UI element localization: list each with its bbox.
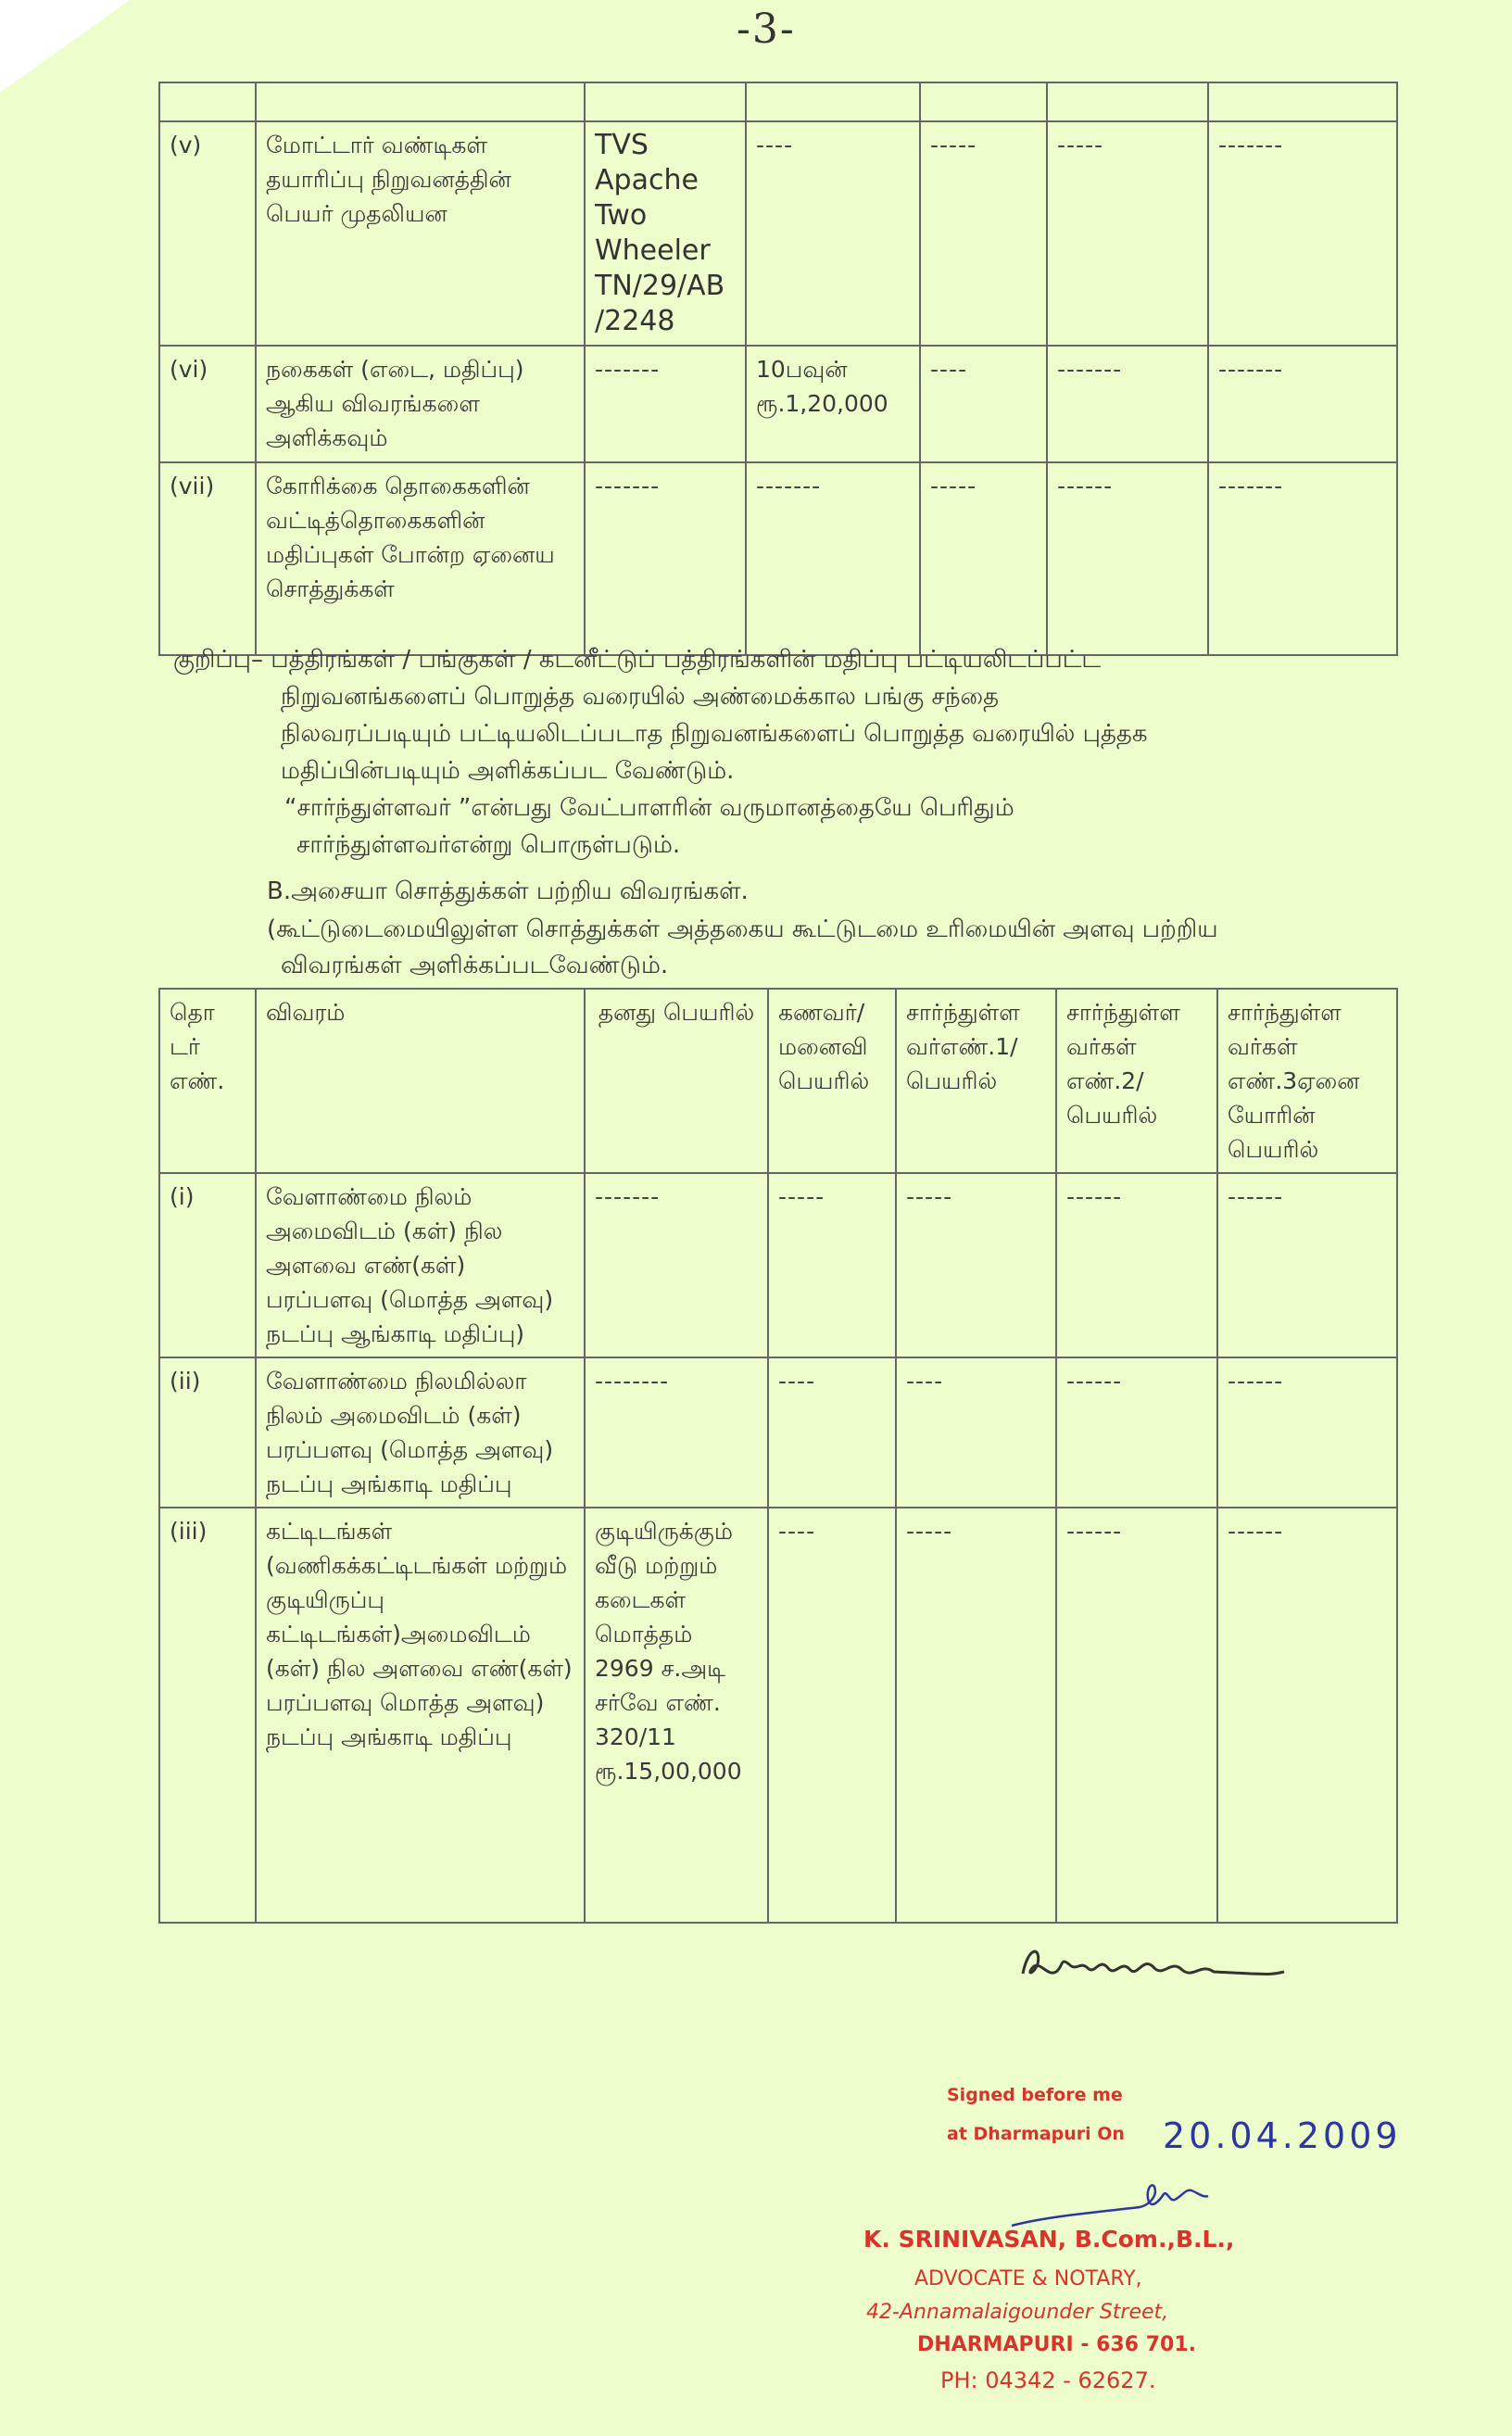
cell-dependent-2: -------: [1047, 346, 1208, 462]
cell-self: -------: [585, 346, 746, 462]
cell-dependent-3: -------: [1208, 346, 1397, 462]
notary-city: DHARMAPURI - 636 701.: [917, 2333, 1196, 2356]
cell-spouse: -----: [768, 1173, 896, 1357]
candidate-signature: [1019, 1937, 1297, 2001]
note-line: மதிப்பின்படியும் அளிக்கப்பட வேண்டும்.: [281, 757, 735, 785]
cell-dependent-2: ------: [1056, 1357, 1217, 1508]
row-number: (vii): [159, 462, 256, 655]
table-row: [159, 1508, 1397, 1923]
row-description: வேளாண்மை நிலமில்லா நிலம் அமைவிடம் (கள்) பரப்பளவு (மொத்த அளவு) நடப்பு அங்காடி மதிப்பு: [256, 1357, 585, 1508]
note-line: “சார்ந்துள்ளவர் ”என்பது வேட்பாளரின் வருமானத்தையே பெரிதும்: [284, 794, 1014, 822]
cell-spouse: ----: [768, 1357, 896, 1508]
row-description: மோட்டார் வண்டிகள் தயாரிப்பு நிறுவனத்தின் பெயர் முதலியன: [256, 121, 585, 346]
header-self: தனது பெயரில்: [585, 989, 768, 1173]
cell-self: -------: [585, 462, 746, 655]
table-row: [159, 82, 1397, 121]
table-row: [159, 1173, 1397, 1357]
cell-dependent-1: -----: [920, 462, 1047, 655]
notary-address: 42-Annamalaigounder Street,: [866, 2301, 1169, 2324]
note-line: சார்ந்துள்ளவர்என்று பொருள்படும்.: [296, 831, 681, 859]
cell-dependent-3: ------: [1217, 1357, 1397, 1508]
cell-dependent-2: ------: [1056, 1508, 1217, 1923]
section-heading: B.அசையா சொத்துக்கள் பற்றிய விவரங்கள்.: [267, 877, 749, 905]
note-line: விவரங்கள் அளிக்கப்படவேண்டும்.: [281, 952, 669, 979]
cell-self: குடியிருக்கும் வீடு மற்றும் கடைகள் மொத்தம் 2969 ச.அடி சர்வே எண். 320/11 ரூ.15,00,000: [585, 1508, 768, 1923]
cell-dependent-2: ------: [1056, 1173, 1217, 1357]
row-description: வேளாண்மை நிலம் அமைவிடம் (கள்) நில அளவை எண்(கள்) பரப்பளவு (மொத்த அளவு) நடப்பு ஆங்காடி மதிப்பு): [256, 1173, 585, 1357]
immovable-assets-table: [158, 988, 1398, 1924]
table-header-row: [159, 989, 1397, 1173]
cell-dependent-2: -----: [1047, 121, 1208, 346]
table-row: [159, 1357, 1397, 1508]
row-description: கட்டிடங்கள் (வணிகக்கட்டிடங்கள் மற்றும் குடியிருப்பு கட்டிடங்கள்)அமைவிடம் (கள்) நில அளவை எண்(கள்) பரப்பளவு மொத்த அளவு) நடப்பு அங்காடி மதிப்பு: [256, 1508, 585, 1923]
table-row: [159, 462, 1397, 655]
cell-dependent-1: ----: [920, 346, 1047, 462]
cell-self: TVS Apache Two Wheeler TN/29/AB /2248: [585, 121, 746, 346]
note-line: நிலவரப்படியும் பட்டியலிடப்படாத நிறுவனங்களைப் பொறுத்த வரையில் புத்தக: [281, 720, 1148, 748]
note-line: நிறுவனங்களைப் பொறுத்த வரையில் அண்மைக்கால பங்கு சந்தை: [281, 683, 1000, 711]
header-dependent-3: சார்ந்துள்ள வர்கள் எண்.3ஏனை யோரின் பெயரில்: [1217, 989, 1397, 1173]
table-row: [159, 346, 1397, 462]
stamp-signed-before: Signed before me: [947, 2085, 1123, 2105]
cell-dependent-2: ------: [1047, 462, 1208, 655]
header-serial: தொ டர் எண்.: [159, 989, 256, 1173]
notary-title: ADVOCATE & NOTARY,: [914, 2267, 1142, 2291]
table-row: [159, 121, 1397, 346]
movable-assets-table: [158, 82, 1398, 656]
row-number: (iii): [159, 1508, 256, 1923]
cell-dependent-3: -------: [1208, 121, 1397, 346]
cell-self: -------: [585, 1173, 768, 1357]
cell-dependent-3: ------: [1217, 1508, 1397, 1923]
cell-self: --------: [585, 1357, 768, 1508]
header-details: விவரம்: [256, 989, 585, 1173]
note-line: குறிப்பு– பத்திரங்கள் / பங்குகள் / கடனீட்டுப் பத்திரங்களின் மதிப்பு பட்டியலிடப்பட்ட: [173, 646, 1102, 674]
header-dependent-2: சார்ந்துள்ள வர்கள் எண்.2/ பெயரில்: [1056, 989, 1217, 1173]
notary-name: K. SRINIVASAN, B.Com.,B.L.,: [863, 2226, 1235, 2253]
cell-dependent-1: -----: [920, 121, 1047, 346]
notary-phone: PH: 04342 - 62627.: [940, 2367, 1156, 2393]
cell-spouse: -------: [746, 462, 920, 655]
row-number: (ii): [159, 1357, 256, 1508]
row-number: (v): [159, 121, 256, 346]
row-description: நகைகள் (எடை, மதிப்பு) ஆகிய விவரங்களை அளிக்கவும்: [256, 346, 585, 462]
cell-spouse: ----: [768, 1508, 896, 1923]
row-number: (vi): [159, 346, 256, 462]
cell-dependent-3: -------: [1208, 462, 1397, 655]
row-description: கோரிக்கை தொகைகளின் வட்டித்தொகைகளின் மதிப்புகள் போன்ற ஏனைய சொத்துக்கள்: [256, 462, 585, 655]
cell-dependent-1: -----: [896, 1508, 1056, 1923]
cell-dependent-1: ----: [896, 1357, 1056, 1508]
cell-spouse: ----: [746, 121, 920, 346]
cell-dependent-1: -----: [896, 1173, 1056, 1357]
cell-dependent-3: ------: [1217, 1173, 1397, 1357]
header-spouse: கணவர்/ மனைவி பெயரில்: [768, 989, 896, 1173]
note-line: (கூட்டுடைமையிலுள்ள சொத்துக்கள் அத்தகைய கூட்டுடமை உரிமையின் அளவு பற்றிய: [267, 915, 1218, 943]
header-dependent-1: சார்ந்துள்ள வர்எண்.1/ பெயரில்: [896, 989, 1056, 1173]
row-number: (i): [159, 1173, 256, 1357]
attestation-date: 20.04.2009: [1163, 2115, 1402, 2156]
stamp-at-place: at Dharmapuri On: [947, 2124, 1125, 2144]
cell-spouse: 10பவுன் ரூ.1,20,000: [746, 346, 920, 462]
page-number: -3-: [737, 6, 796, 53]
folded-corner: [0, 0, 130, 93]
